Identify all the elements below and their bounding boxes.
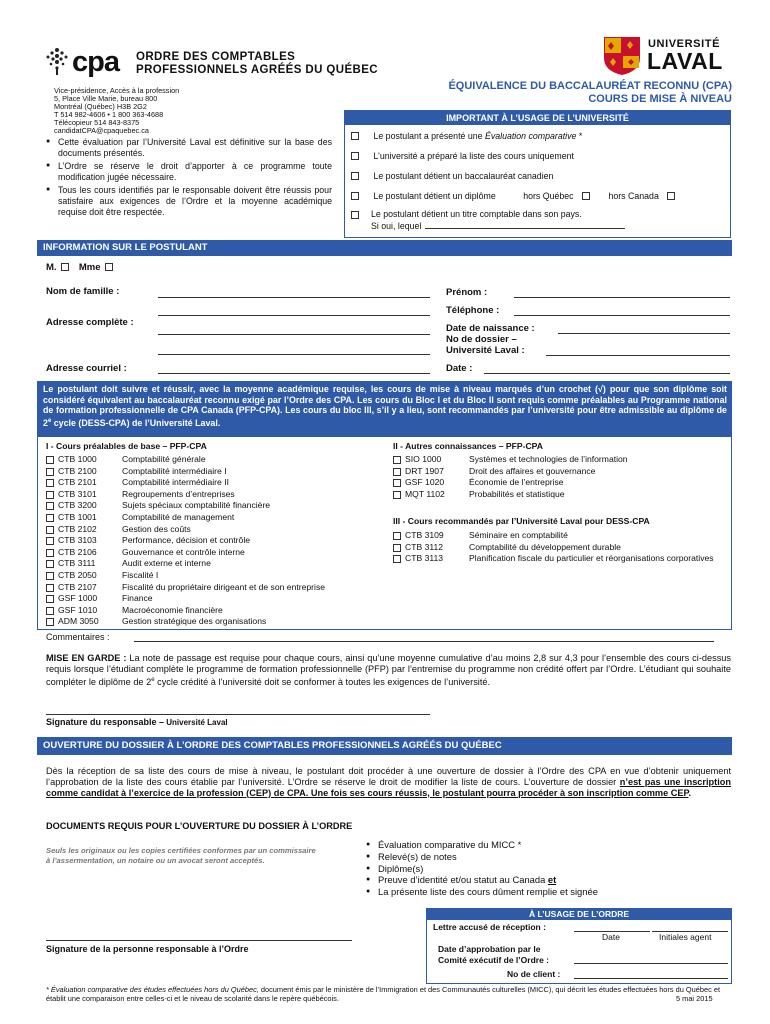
course-row[interactable] [46,616,386,628]
block1 [46,441,386,628]
block3 [393,516,729,565]
note-item: ● Tous les cours identifiés par le responsable doivent être réussis pour satisfaire aux exigences de l’Ordre et la moyenne académique requise doit être respectée. [46,185,332,217]
course-name: Comptabilité du développement durable [469,541,621,552]
course-row[interactable] [393,477,729,489]
course-name: Macroéconomie financière [122,604,223,615]
course-row[interactable] [46,489,386,501]
course-name: Comptabilité de management [122,511,235,522]
option-hors-quebec: hors Québec [523,191,574,201]
nom-famille-label: Nom de famille : [46,286,120,297]
address-line: 5, Place Ville Marie, bureau 800 [54,94,158,104]
course-name: Fiscalité du propriétaire dirigeant et de son entreprise [122,581,326,592]
course-row[interactable] [46,570,386,582]
course-checkbox[interactable] [393,491,401,499]
course-row[interactable] [46,477,386,489]
footer-italic: * Évaluation comparative des études effectuées hors du Québec, [46,985,259,994]
course-code: CTB 3111 [58,558,96,569]
doc-item: ● Évaluation comparative du MICC * [366,839,598,851]
prenom-label: Prénom : [446,287,488,298]
course-code: GSF 1020 [405,477,445,488]
checkbox[interactable] [351,172,359,180]
doc-item [366,874,598,886]
checkbox[interactable] [351,192,359,200]
address-line: Télécopieur 514 843-8375 [54,118,140,128]
course-code: CTB 3109 [405,530,444,540]
course-name: Systèmes et technologies de l’information [469,454,628,464]
doc-item-and: et [547,874,557,886]
uni-item-text: Le postulant détient un titre comptable dans son pays. [371,209,582,219]
course-name: Gouvernance et contrôle interne [122,546,245,557]
university-box-header: IMPORTANT À L’USAGE DE L’UNIVERSITÉ [345,111,730,125]
block1-list [46,454,386,628]
course-row[interactable] [46,512,386,524]
block2-title: II - Autres connaissances – PFP-CPA [393,441,543,451]
course-row[interactable] [46,547,386,559]
course-checkbox[interactable] [393,544,401,552]
signature-responsable-label [46,717,228,727]
comments-field[interactable] [134,641,714,642]
course-checkbox[interactable] [46,584,54,592]
course-name: Comptabilité intermédiaire I [122,465,227,476]
date-naissance-field[interactable] [558,333,730,334]
docs-list [366,839,598,898]
cpa-logo [42,44,379,84]
course-row[interactable] [46,558,386,570]
course-checkbox[interactable] [46,618,54,626]
cpa-org-line1: ORDRE DES COMPTABLES [136,51,296,63]
comments-label: Commentaires : [46,632,110,642]
course-row[interactable] [46,535,386,547]
course-row[interactable] [393,553,729,565]
prenom-field[interactable] [514,297,730,298]
course-checkbox[interactable] [46,479,54,487]
course-code: CTB 2106 [58,546,97,557]
course-row[interactable] [393,454,729,466]
course-checkbox[interactable] [46,502,54,510]
doc-item: ● Diplôme(s) [366,863,598,875]
opening-text-end: . [688,787,692,798]
uni-item-star: * [576,131,583,141]
gender-row [46,262,117,273]
course-row[interactable] [46,582,386,594]
approbation-line1: Date d’approbation par le [438,944,541,954]
courriel-label: Adresse courriel : [46,363,127,374]
certified-note: Seuls les originaux ou les copies certifiées conformes par un commissaire à l’assermentation, un notaire ou un avocat seront acceptés. [46,846,316,865]
ulaval-crest-icon [603,36,641,76]
note-item: ● L’Ordre se réserve le droit d’apporter à ce programme toute modification jugée nécessaire. [46,161,332,182]
course-checkbox[interactable] [393,555,401,563]
requirement-sup: e [47,417,52,424]
course-name: Finance [122,593,153,604]
warning-sup: e [151,676,155,683]
course-name: Comptabilité intermédiaire II [122,477,229,488]
footer-text: document émis par le ministère de l’Immigration et des Communautés culturelles (MICC), qui décrit les études effectuées hors du Québec et établit une comparaison entre celles-ci et le niveau de scolarité dans le repère québécois. [46,985,720,1003]
ulaval-line1: UNIVERSITÉ [648,38,721,50]
course-checkbox[interactable] [46,595,54,603]
course-name: Performance, décision et contrôle [122,535,251,546]
course-code: CTB 3200 [58,500,97,511]
course-code: CTB 3101 [58,488,97,499]
course-code: GSF 1000 [58,593,98,604]
form-title-line2: COURS DE MISE À NIVEAU [588,93,732,105]
uni-item-course-list[interactable] [351,151,730,171]
telephone-field[interactable] [514,315,730,316]
address-line: Montréal (Québec) H3B 2G2 [54,102,147,112]
notes-list [46,137,332,217]
footer-date: 5 mai 2015 [676,994,713,1003]
warning-body: La note de passage est requise pour chaque cours, ainsi qu’une moyenne cumulative d’au moins 2,8 sur 4,3 pour l’ensemble des cours ci-dessus requis lorsque l’étudiant complète le programme de formation professionnelle (PFP) par l’entremise du programme non crédité offert par l’Ordre. L’étudiant qui souhaite compléter le diplôme de 2 [46,653,731,687]
mme-label: Mme [78,262,101,273]
course-checkbox[interactable] [46,456,54,464]
cpa-maple-icon [42,46,72,76]
checkbox[interactable] [351,132,359,140]
checkbox[interactable] [582,192,590,200]
uni-item-text: Le postulant détient un diplôme [373,191,496,201]
address-line: Vice-présidence, Accès à la profession [54,86,180,95]
course-name: Économie de l’entreprise [469,477,564,488]
option-hors-canada: hors Canada [608,191,659,201]
doc-item: ● Relevé(s) de notes [366,851,598,863]
signature-responsable-rest: Université Laval [164,718,228,727]
cpa-address [54,87,179,136]
requirement-notice [37,381,732,437]
course-checkbox[interactable] [46,549,54,557]
course-row[interactable] [46,524,386,536]
adresse-label: Adresse complète : [46,317,134,328]
course-code: CTB 2107 [58,581,97,592]
no-dossier-field[interactable] [546,355,730,356]
course-name: Probabilités et statistique [469,488,565,499]
course-row[interactable] [393,542,729,554]
uni-item-diploma[interactable] [351,191,730,208]
course-checkbox[interactable] [46,560,54,568]
no-dossier-label: No de dossier – [446,334,517,345]
course-name: Regroupements d’entreprises [122,488,235,499]
cpa-org-line2: PROFESSIONNELS AGRÉÉS DU QUÉBEC [136,64,379,76]
no-client-field[interactable] [574,978,728,979]
form-title-line1: ÉQUIVALENCE DU BACCALAURÉAT RECONNU (CPA) [448,80,732,92]
courriel-field[interactable] [158,373,430,374]
course-checkbox[interactable] [393,479,401,487]
m-checkbox[interactable] [61,263,69,271]
course-row[interactable] [46,500,386,512]
block1-title: I - Cours préalables de base – PFP-CPA [46,441,207,451]
block2 [393,441,729,500]
warning-text [46,653,731,687]
course-code: SIO 1000 [405,454,442,464]
form-title [360,80,732,106]
course-code: CTB 2100 [58,465,97,476]
ulaval-line2: LAVAL [647,48,723,74]
lettre-label: Lettre accusé de réception : [433,922,546,932]
order-box-header: À L’USAGE DE L’ORDRE [427,909,731,920]
telephone-label: Téléphone : [446,305,500,316]
warning-body-end: cycle crédité à l’université doit se conformer à toutes les exigences de l’université. [154,676,491,687]
uni-item-text: Le postulant a présenté une [373,131,485,141]
course-row[interactable] [46,593,386,605]
course-checkbox[interactable] [393,456,401,464]
course-code: ADM 3050 [58,616,99,627]
course-code: DRT 1907 [405,465,444,476]
course-name: Audit externe et interne [122,558,211,569]
note-item: ● Cette évaluation par l’Université Laval est définitive sur la base des documents présentés. [46,137,332,158]
course-checkbox[interactable] [46,572,54,580]
cpa-logo-text: cpa [72,46,119,78]
course-code: MQT 1102 [405,488,445,499]
course-checkbox[interactable] [46,607,54,615]
date-label: Date : [446,363,473,374]
comments-row [46,632,110,642]
universite-laval-label: Université Laval : [446,345,525,356]
lettre-initials-caption: Initiales agent [659,932,712,942]
lettre-date-caption: Date [602,932,620,942]
course-row[interactable] [393,530,729,542]
m-label: M. [46,262,57,273]
checkbox[interactable] [351,211,359,219]
course-row[interactable] [393,466,729,478]
course-row[interactable] [393,489,729,501]
mme-checkbox[interactable] [105,263,113,271]
course-name: Séminaire en comptabilité [469,530,568,540]
signature-ordre-field[interactable] [46,940,352,941]
ulaval-logo [603,36,733,76]
opening-header: OUVERTURE DU DOSSIER À L’ORDRE DES COMPTABLES PROFESSIONNELS AGRÉÉS DU QUÉBEC [37,737,732,755]
uni-item-text: Le postulant détient un baccalauréat canadien [373,171,554,181]
course-name: Gestion stratégique des organisations [122,616,267,627]
no-client-label: No de client : [507,969,561,979]
course-code: CTB 3112 [405,541,444,552]
adresse-field-line[interactable] [158,354,430,355]
address-line: candidatCPA@cpaquebec.ca [54,126,149,136]
uni-item-text: L’université a préparé la liste des cours uniquement [373,151,574,161]
block3-title: III - Cours recommandés par l’Université Laval pour DESS-CPA [393,516,650,526]
signature-responsable-bold: Signature du responsable – [46,717,165,727]
docs-title: DOCUMENTS REQUIS POUR L’OUVERTURE DU DOSSIER À L’ORDRE [46,821,353,831]
doc-item-text: Preuve d’identité et/ou statut au Canada [378,874,548,886]
approbation-field[interactable] [574,963,728,964]
checkbox[interactable] [667,192,675,200]
signature-responsable-field[interactable] [46,714,430,715]
address-line: T 514 982-4606 • 1 800 363-4688 [54,110,164,120]
uni-item-which-row [371,220,730,232]
opening-text: Dès la réception de sa liste des cours de mise à niveau, le postulant doit procéder à une ouverture de dossier à l’Ordre des CPA en vue d’obtenir uniquement l’approbation de la liste des cours établie par l’université. L’Ordre se réserve le droit de modifier la liste de cours. L’ouverture de dossier [46,766,731,787]
course-name: Droit des affaires et gouvernance [469,465,596,476]
course-code: CTB 1000 [58,454,97,464]
requirement-text-end: cycle (DESS-CPA) de l’Université Laval. [51,417,221,428]
date-naissance-label: Date de naissance : [446,323,535,334]
date-field[interactable] [484,373,730,374]
requirement-text: Le postulant doit suivre et réussir, avec la moyenne académique requise, les cours de mise à niveau marqués d’un crochet (√) pour que son diplôme soit considéré équivalent au baccalauréat reconnu exigé par l’Ordre des CPA. Les cours du Bloc I et du Bloc II sont requis comme préalables au Programme national de formation professionnelle de CPA Canada (PFP-CPA). Les cours du bloc III, s’il y a lieu, sont recommandés par l’université pour être admissible au diplôme de 2 [43,384,727,428]
uni-item-foreign-title[interactable] [351,208,730,232]
uni-item-canadian-degree[interactable] [351,171,730,191]
adresse-field-line[interactable] [158,334,430,335]
course-code: CTB 2102 [58,523,97,534]
doc-item: ● La présente liste des cours dûment remplie et signée [366,886,598,898]
footer-note [46,985,731,1003]
which-title-field[interactable] [425,220,625,229]
opening-text-bold: n’est pas une inscription comme candidat à l’exercice de la profession (CEP) de CPA. Une fois ses cours réussis, le postulant pourra procéder à son inscription comme CEP [46,776,731,798]
uni-item-evaluation[interactable] [351,131,730,151]
approbation-label [438,944,549,965]
course-row[interactable] [46,466,386,478]
course-checkbox[interactable] [393,532,401,540]
applicant-header: INFORMATION SUR LE POSTULANT [37,240,732,256]
course-checkbox[interactable] [46,537,54,545]
course-name: Gestion des coûts [122,523,191,534]
course-code: CTB 2101 [58,477,97,488]
course-name: Planification fiscale du particulier et réorganisations corporatives [469,553,714,564]
signature-ordre-label: Signature de la personne responsable à l’Ordre [46,944,249,954]
course-name: Comptabilité générale [122,454,206,464]
checkbox[interactable] [351,152,359,160]
block2-list [393,454,729,500]
course-code: CTB 3113 [405,553,444,564]
course-checkbox[interactable] [46,491,54,499]
course-row[interactable] [46,605,386,617]
course-code: CTB 2050 [58,569,97,580]
university-box [344,110,731,238]
uni-item-italic: Évaluation comparative [484,131,577,141]
course-row[interactable] [46,454,386,466]
course-name: Sujets spéciaux comptabilité financière [122,500,271,511]
block3-list [393,530,729,565]
adresse-field-line[interactable] [158,315,430,316]
course-checkbox[interactable] [46,468,54,476]
opening-paragraph [46,766,731,798]
course-code: CTB 1001 [58,511,97,522]
nom-famille-field[interactable] [158,297,430,298]
uni-item-which: Si oui, lequel [371,221,422,231]
course-checkbox[interactable] [46,526,54,534]
course-checkbox[interactable] [46,514,54,522]
course-checkbox[interactable] [393,468,401,476]
warning-label: MISE EN GARDE : [46,653,127,663]
course-code: GSF 1010 [58,604,98,615]
course-code: CTB 3103 [58,535,97,546]
course-name: Fiscalité I [122,569,159,580]
approbation-line2: Comité exécutif de l’Ordre : [438,954,549,965]
